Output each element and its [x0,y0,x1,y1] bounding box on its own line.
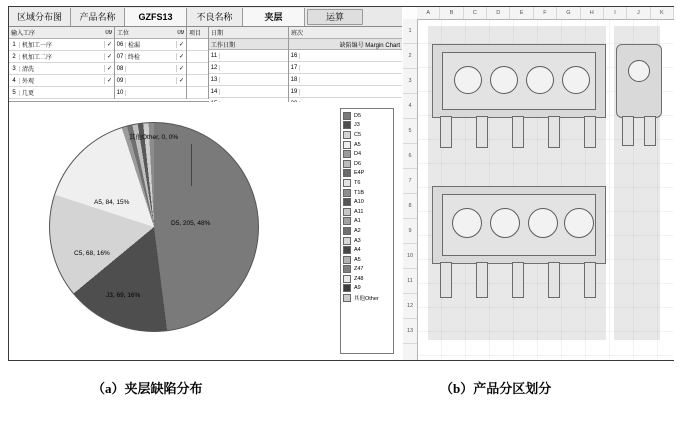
table-row[interactable] [187,63,208,75]
region-chart-label: 区域分布图 [9,8,71,26]
toolbar [9,7,402,27]
legend-item[interactable]: A5 [343,255,391,265]
column-header-date: 日期 [209,27,288,39]
legend-item[interactable]: D4 [343,149,391,159]
part-bore [454,66,482,94]
legend-item[interactable]: E4P [343,169,391,179]
part-bore [490,66,518,94]
table-row[interactable]: 09 ✓ [115,75,186,87]
ruler-tick: A [417,7,440,19]
part-top-view [432,36,604,156]
ruler-tick: D [487,7,510,19]
legend-swatch [343,237,351,245]
part-leg [476,262,488,298]
legend-swatch [343,141,351,149]
column-header-process: 输入工序 09 [9,27,114,39]
pie-label-j3: J3, 69, 16% [106,292,141,299]
defect-distribution-pane [9,7,402,360]
legend-item[interactable]: Z47 [343,265,391,275]
table-row[interactable] [187,51,208,63]
ruler-tick: 9 [403,219,417,244]
caption-a: （a）夹层缺陷分布 [92,381,203,396]
legend-item[interactable]: T1B [343,188,391,198]
legend-item[interactable]: Z48 [343,274,391,284]
legend-swatch [343,150,351,158]
defect-name-label: 不良名称 [187,8,243,26]
legend-item[interactable]: A4 [343,245,391,255]
pie-chart [49,122,279,352]
legend-swatch [343,246,351,254]
ruler-tick: 10 [403,244,417,269]
ruler-tick: 13 [403,319,417,344]
legend-item[interactable]: A10 [343,197,391,207]
part-leg [584,116,596,148]
legend-item[interactable]: A1 [343,217,391,227]
ruler-tick: J [627,7,650,19]
legend-swatch [343,179,351,187]
table-row[interactable]: 08 ✓ [115,63,186,75]
legend-swatch [343,131,351,139]
part-bore [452,208,482,238]
table-row[interactable]: 2 机加工二序 ✓ [9,51,114,63]
table-row[interactable]: 17 [289,62,402,74]
table-row[interactable]: 11 [209,50,288,62]
part-leg [512,262,524,298]
pie-label-d5: D5, 205, 48% [171,220,211,227]
part-bore [490,208,520,238]
column-header-item: 项目 [187,27,208,39]
part-bore [564,208,594,238]
legend-item[interactable]: A9 [343,284,391,294]
ruler-tick: F [534,7,557,19]
legend-item[interactable]: A2 [343,226,391,236]
table-row[interactable]: 1 机加工一序 ✓ [9,39,114,51]
ruler-tick: 1 [403,19,417,44]
product-name-value[interactable]: GZFS13 [125,8,187,26]
legend-swatch [343,265,351,273]
ruler-tick: 3 [403,69,417,94]
ruler-tick: 12 [403,294,417,319]
part-leg [512,116,524,148]
cad-top-ruler [417,7,674,20]
ruler-tick: E [510,7,533,19]
column-a-num: 09 [105,29,112,36]
column-header-station: 工位 09 [115,27,186,39]
table-row[interactable]: 18 [289,74,402,86]
part-leg [476,116,488,148]
table-row[interactable]: 19 [289,86,402,98]
ruler-tick: G [557,7,580,19]
part-bore [526,66,554,94]
ruler-tick: C [464,7,487,19]
legend-swatch [343,294,351,302]
legend-swatch [343,198,351,206]
row-check-icon[interactable]: ✓ [104,41,114,48]
legend-swatch [343,112,351,120]
row-check-icon[interactable]: ✓ [104,53,114,60]
row-check-icon[interactable]: ✓ [104,77,114,84]
legend-item[interactable]: A11 [343,207,391,217]
ruler-tick: K [651,7,674,19]
part-leg [584,262,596,298]
table-row[interactable]: 4 外观 ✓ [9,75,114,87]
part-side-view [616,36,660,156]
part-bore [562,66,590,94]
application-window [8,6,674,361]
legend-swatch [343,227,351,235]
table-row[interactable]: 10 [115,87,186,99]
ruler-tick: H [581,7,604,19]
ruler-tick: 7 [403,169,417,194]
cad-viewport[interactable] [403,7,674,360]
legend-item[interactable]: A5 [343,140,391,150]
product-zone-pane [403,7,674,360]
legend-item[interactable]: D5 [343,111,391,121]
grid-column-date [209,27,289,110]
pie-label-other: 其他Other, 0, 0% [129,134,179,141]
grid-column-station [115,27,187,99]
pie-leader-line [191,144,192,186]
legend-item[interactable]: A3 [343,236,391,246]
part-leg [644,116,656,146]
caption-b: （b）产品分区划分 [440,381,552,396]
legend-swatch [343,121,351,129]
grid-column-shift [289,27,402,110]
table-row[interactable]: 5 几更 [9,87,114,99]
cad-left-ruler [403,19,418,360]
legend-swatch [343,189,351,197]
filter-grid [9,27,402,102]
part-leg [622,116,634,146]
part-leg [548,262,560,298]
legend-item[interactable]: C5 [343,130,391,140]
pie-label-a5: A5, 84, 15% [94,199,130,206]
legend-item[interactable]: D6 [343,159,391,169]
column-b-num: 09 [177,29,184,36]
table-row[interactable]: 16 [289,50,402,62]
legend-swatch [343,256,351,264]
table-row[interactable]: 14 [209,86,288,98]
legend-swatch [343,217,351,225]
grid-column-item [187,27,209,99]
part-bore [528,208,558,238]
ruler-tick: I [604,7,627,19]
part-leg [548,116,560,148]
legend-item[interactable]: 其他Other [343,293,391,303]
product-name-label: 产品名称 [71,8,125,26]
legend-swatch [343,284,351,292]
part-leg [440,116,452,148]
pie-chart-area [9,102,402,360]
row-check-icon[interactable]: ✓ [104,65,114,72]
part-bore [628,60,650,82]
ruler-tick: 6 [403,144,417,169]
chart-legend [340,108,394,354]
ruler-tick: 2 [403,44,417,69]
row-check-icon[interactable]: ✓ [176,77,186,84]
ruler-tick: 4 [403,94,417,119]
column-header-shift: 班次 [289,27,402,39]
ruler-tick: B [440,7,463,19]
ruler-tick: 5 [403,119,417,144]
table-row[interactable]: 3 清洗 ✓ [9,63,114,75]
table-row[interactable]: 07 终检 ✓ [115,51,186,63]
legend-item[interactable]: J3 [343,121,391,131]
pie-chart-slices [49,122,259,332]
pie-label-c5: C5, 68, 16% [74,250,110,257]
legend-item[interactable]: T6 [343,178,391,188]
table-row[interactable]: 06 检漏 ✓ [115,39,186,51]
legend-swatch [343,275,351,283]
table-row[interactable]: 12 [209,62,288,74]
ruler-tick: 8 [403,194,417,219]
legend-swatch [343,160,351,168]
table-row[interactable]: 13 [209,74,288,86]
row-check-icon[interactable]: ✓ [176,65,186,72]
part-leg [440,262,452,298]
table-row[interactable] [187,87,208,99]
part-bottom-view [432,180,604,306]
table-row[interactable] [187,39,208,51]
table-row[interactable] [187,75,208,87]
row-check-icon[interactable]: ✓ [176,41,186,48]
ruler-tick: 11 [403,269,417,294]
legend-swatch [343,169,351,177]
calculate-button[interactable]: 运算 [307,9,363,25]
cad-canvas[interactable] [418,20,673,359]
legend-swatch [343,208,351,216]
date-subheader: 工作日期 [209,39,288,50]
row-check-icon[interactable]: ✓ [176,53,186,60]
defect-name-value[interactable]: 夹层 [243,8,305,26]
grid-column-process [9,27,115,99]
shift-subheader: 缺陷编号 Margin Chart [289,39,402,50]
